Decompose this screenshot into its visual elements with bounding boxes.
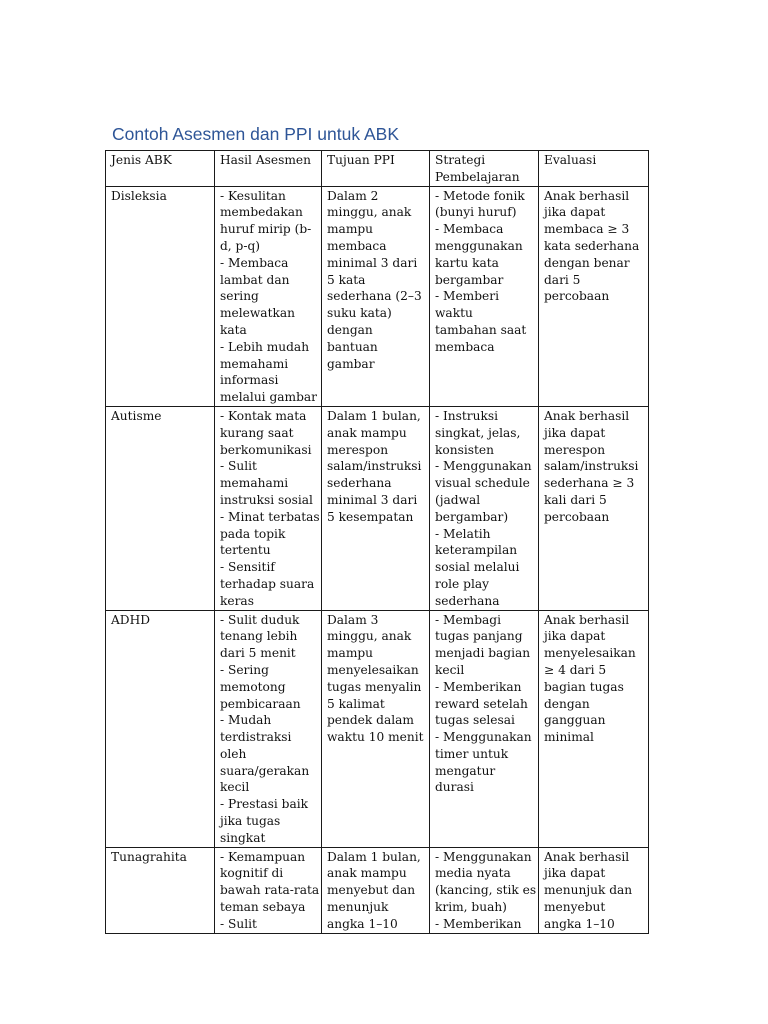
cell-text-line: sederhana ≥ 3 — [544, 476, 635, 491]
cell-text-line: suara/gerakan — [220, 763, 310, 778]
cell-text-line: menyelesaikan — [544, 646, 636, 661]
cell-text-line: tugas menyalin — [327, 679, 422, 694]
cell-tujuan-ppi — [322, 406, 430, 610]
cell-text-line: - Menggunakan — [435, 730, 532, 745]
cell-text-line: Disleksia — [111, 188, 167, 203]
cell-text-line: - Sulit duduk — [220, 612, 300, 627]
cell-text-line: angka 1–10 — [327, 916, 398, 931]
cell-text-line: Anak berhasil — [544, 612, 630, 627]
cell-text-line: reward setelah — [435, 696, 528, 711]
cell-text-line: media nyata — [435, 866, 511, 881]
cell-text-line: - Membaca — [220, 255, 289, 270]
cell-text-line: kali dari 5 — [544, 492, 607, 507]
cell-text-line: mengatur — [435, 763, 496, 778]
cell-tujuan-ppi — [322, 847, 430, 933]
cell-text-line: dari 5 — [544, 272, 581, 287]
cell-text-line: merespon — [544, 442, 606, 457]
cell-text-line: menyelesaikan — [327, 662, 419, 677]
cell-text-line: membaca ≥ 3 — [544, 222, 630, 237]
cell-text-line: jika dapat — [544, 425, 606, 440]
cell-text-line: sering — [220, 289, 259, 304]
cell-jenis-abk — [106, 406, 215, 610]
cell-jenis-abk — [106, 610, 215, 847]
cell-text-line: Dalam 1 bulan, — [327, 849, 421, 864]
cell-text-line: sederhana — [327, 476, 392, 491]
cell-text-line: - Sulit — [220, 459, 257, 474]
table-body — [106, 186, 649, 933]
cell-text-line: minggu, anak — [327, 629, 412, 644]
cell-text-line: berkomunikasi — [220, 442, 312, 457]
cell-text-line: singkat, jelas, — [435, 425, 521, 440]
cell-text-line: dengan benar — [544, 255, 630, 270]
cell-text-line: instruksi sosial — [220, 492, 313, 507]
cell-text-line: (kancing, stik es — [435, 883, 537, 898]
cell-text-line: minimal 3 dari — [327, 255, 418, 270]
cell-text-line: menunjuk dan — [544, 883, 633, 898]
cell-text-line: menjadi bagian — [435, 646, 531, 661]
cell-text-line: menggunakan — [435, 238, 523, 253]
cell-text-line: gangguan — [544, 713, 606, 728]
cell-text-line: memahami — [220, 476, 289, 491]
cell-text-line: Dalam 3 — [327, 612, 379, 627]
cell-text-line: bergambar — [435, 272, 504, 287]
cell-text-line: terdistraksi — [220, 730, 292, 745]
cell-strategi-pembelajaran — [430, 847, 539, 933]
cell-text-line: Anak berhasil — [544, 408, 630, 423]
cell-text-line: timer untuk — [435, 746, 509, 761]
header-evaluasi: Evaluasi — [539, 151, 649, 187]
cell-text-line: 5 kata — [327, 272, 366, 287]
cell-text-line: anak mampu — [327, 866, 407, 881]
cell-text-line: tertentu — [220, 543, 271, 558]
cell-text-line: - Melatih — [435, 526, 491, 541]
cell-text-line: kecil — [435, 662, 465, 677]
cell-text-line: minggu, anak — [327, 205, 412, 220]
cell-text-line: mampu — [327, 646, 374, 661]
cell-text-line: huruf mirip (b- — [220, 222, 312, 237]
cell-text-line: - Lebih mudah — [220, 339, 310, 354]
cell-text-line: ≥ 4 dari 5 — [544, 662, 607, 677]
assessment-table — [105, 150, 649, 934]
cell-text-line: - Membaca — [435, 222, 504, 237]
cell-evaluasi — [539, 610, 649, 847]
cell-text-line: anak mampu — [327, 425, 407, 440]
cell-text-line: tambahan saat — [435, 322, 527, 337]
cell-text-line: salam/instruksi — [327, 459, 422, 474]
cell-text-line: jika tugas — [220, 814, 281, 829]
cell-text-line: gambar — [327, 356, 375, 371]
header-strategi-pembelajaran: Strategi Pembelajaran — [430, 151, 539, 187]
cell-text-line: percobaan — [544, 289, 610, 304]
cell-text-line: - Metode fonik — [435, 188, 525, 203]
cell-text-line: - Sering — [220, 662, 269, 677]
cell-text-line: minimal — [544, 730, 594, 745]
cell-text-line: kecil — [220, 780, 250, 795]
cell-text-line: jika dapat — [544, 205, 606, 220]
cell-text-line: kurang saat — [220, 425, 294, 440]
cell-text-line: Anak berhasil — [544, 188, 630, 203]
cell-text-line: pembicaraan — [220, 696, 301, 711]
cell-text-line: dengan — [327, 322, 373, 337]
cell-text-line: bagian tugas — [544, 679, 624, 694]
document-title: Contoh Asesmen dan PPI untuk ABK — [112, 124, 399, 144]
header-jenis-abk: Jenis ABK — [106, 151, 215, 187]
cell-text-line: bawah rata-rata — [220, 883, 320, 898]
cell-jenis-abk — [106, 847, 215, 933]
cell-text-line: menyebut — [544, 900, 606, 915]
cell-text-line: bantuan — [327, 339, 378, 354]
cell-text-line: - Kontak mata — [220, 408, 307, 423]
cell-strategi-pembelajaran — [430, 406, 539, 610]
cell-text-line: terhadap suara — [220, 576, 315, 591]
header-hasil-asesmen: Hasil Asesmen — [215, 151, 322, 187]
cell-hasil-asesmen — [215, 847, 322, 933]
cell-text-line: mampu — [327, 222, 374, 237]
cell-text-line: dari 5 menit — [220, 646, 296, 661]
cell-text-line: tugas selesai — [435, 713, 515, 728]
cell-text-line: visual schedule — [435, 476, 530, 491]
cell-hasil-asesmen — [215, 186, 322, 406]
cell-text-line: kognitif di — [220, 866, 284, 881]
cell-text-line: Tunagrahita — [111, 849, 187, 864]
cell-text-line: role play — [435, 576, 489, 591]
table-row-tunagrahita — [106, 847, 649, 933]
table-row-autisme — [106, 406, 649, 610]
cell-text-line: konsisten — [435, 442, 494, 457]
cell-text-line: sederhana — [435, 593, 500, 608]
cell-text-line: salam/instruksi — [544, 459, 639, 474]
cell-text-line: percobaan — [544, 509, 610, 524]
cell-text-line: lambat dan — [220, 272, 290, 287]
cell-text-line: memahami — [220, 356, 289, 371]
cell-text-line: waktu — [435, 306, 473, 321]
cell-text-line: - Sulit — [220, 916, 257, 931]
cell-text-line: waktu 10 menit — [327, 730, 424, 745]
cell-text-line: pendek dalam — [327, 713, 414, 728]
header-row — [106, 151, 649, 187]
cell-text-line: angka 1–10 — [544, 916, 615, 931]
cell-text-line: kata — [220, 322, 247, 337]
cell-text-line: keras — [220, 593, 254, 608]
cell-text-line: keterampilan — [435, 543, 518, 558]
cell-text-line: - Menggunakan — [435, 459, 532, 474]
cell-text-line: tenang lebih — [220, 629, 298, 644]
cell-text-line: ADHD — [111, 612, 150, 627]
cell-text-line: sederhana (2–3 — [327, 289, 422, 304]
cell-text-line: melalui gambar — [220, 390, 317, 405]
cell-text-line: - Membagi — [435, 612, 502, 627]
cell-strategi-pembelajaran — [430, 186, 539, 406]
cell-text-line: krim, buah) — [435, 900, 507, 915]
cell-text-line: Anak berhasil — [544, 849, 630, 864]
cell-text-line: 5 kalimat — [327, 696, 385, 711]
cell-text-line: - Menggunakan — [435, 849, 532, 864]
header-tujuan-ppi: Tujuan PPI — [322, 151, 430, 187]
cell-text-line: Dalam 2 — [327, 188, 379, 203]
cell-text-line: 5 kesempatan — [327, 509, 414, 524]
table-header — [106, 151, 649, 187]
cell-text-line: - Memberikan — [435, 679, 522, 694]
cell-text-line: - Sensitif — [220, 560, 275, 575]
cell-text-line: kata sederhana — [544, 238, 640, 253]
cell-text-line: membaca — [327, 238, 387, 253]
cell-text-line: menunjuk — [327, 900, 389, 915]
cell-text-line: oleh — [220, 746, 247, 761]
cell-text-line: minimal 3 dari — [327, 492, 418, 507]
cell-text-line: - Minat terbatas — [220, 509, 320, 524]
cell-text-line: tugas panjang — [435, 629, 523, 644]
cell-text-line: jika dapat — [544, 629, 606, 644]
cell-text-line: - Mudah — [220, 713, 272, 728]
cell-text-line: informasi — [220, 373, 279, 388]
cell-text-line: - Kemampuan — [220, 849, 306, 864]
cell-text-line: Autisme — [111, 408, 162, 423]
cell-text-line: melewatkan — [220, 306, 295, 321]
cell-evaluasi — [539, 186, 649, 406]
table-row-disleksia — [106, 186, 649, 406]
cell-text-line: bergambar) — [435, 509, 509, 524]
cell-tujuan-ppi — [322, 610, 430, 847]
cell-text-line: sosial melalui — [435, 560, 520, 575]
cell-text-line: - Memberi — [435, 289, 499, 304]
table-row-adhd — [106, 610, 649, 847]
cell-evaluasi — [539, 847, 649, 933]
cell-text-line: (bunyi huruf) — [435, 205, 517, 220]
cell-text-line: (jadwal — [435, 492, 481, 507]
cell-text-line: kartu kata — [435, 255, 499, 270]
cell-text-line: menyebut dan — [327, 883, 416, 898]
cell-text-line: pada topik — [220, 526, 286, 541]
cell-text-line: singkat — [220, 830, 266, 845]
cell-text-line: - Prestasi baik — [220, 797, 309, 812]
cell-jenis-abk — [106, 186, 215, 406]
cell-text-line: - Kesulitan — [220, 188, 286, 203]
cell-text-line: membaca — [435, 339, 495, 354]
cell-text-line: membedakan — [220, 205, 303, 220]
cell-strategi-pembelajaran — [430, 610, 539, 847]
cell-text-line: dengan — [544, 696, 590, 711]
cell-text-line: teman sebaya — [220, 900, 306, 915]
cell-text-line: durasi — [435, 780, 474, 795]
cell-text-line: merespon — [327, 442, 389, 457]
cell-text-line: memotong — [220, 679, 286, 694]
cell-text-line: suku kata) — [327, 306, 392, 321]
cell-hasil-asesmen — [215, 610, 322, 847]
cell-text-line: Dalam 1 bulan, — [327, 408, 421, 423]
cell-hasil-asesmen — [215, 406, 322, 610]
cell-tujuan-ppi — [322, 186, 430, 406]
cell-text-line: d, p-q) — [220, 238, 261, 253]
cell-text-line: jika dapat — [544, 866, 606, 881]
cell-text-line: - Memberikan — [435, 916, 522, 931]
cell-evaluasi — [539, 406, 649, 610]
cell-text-line: - Instruksi — [435, 408, 499, 423]
